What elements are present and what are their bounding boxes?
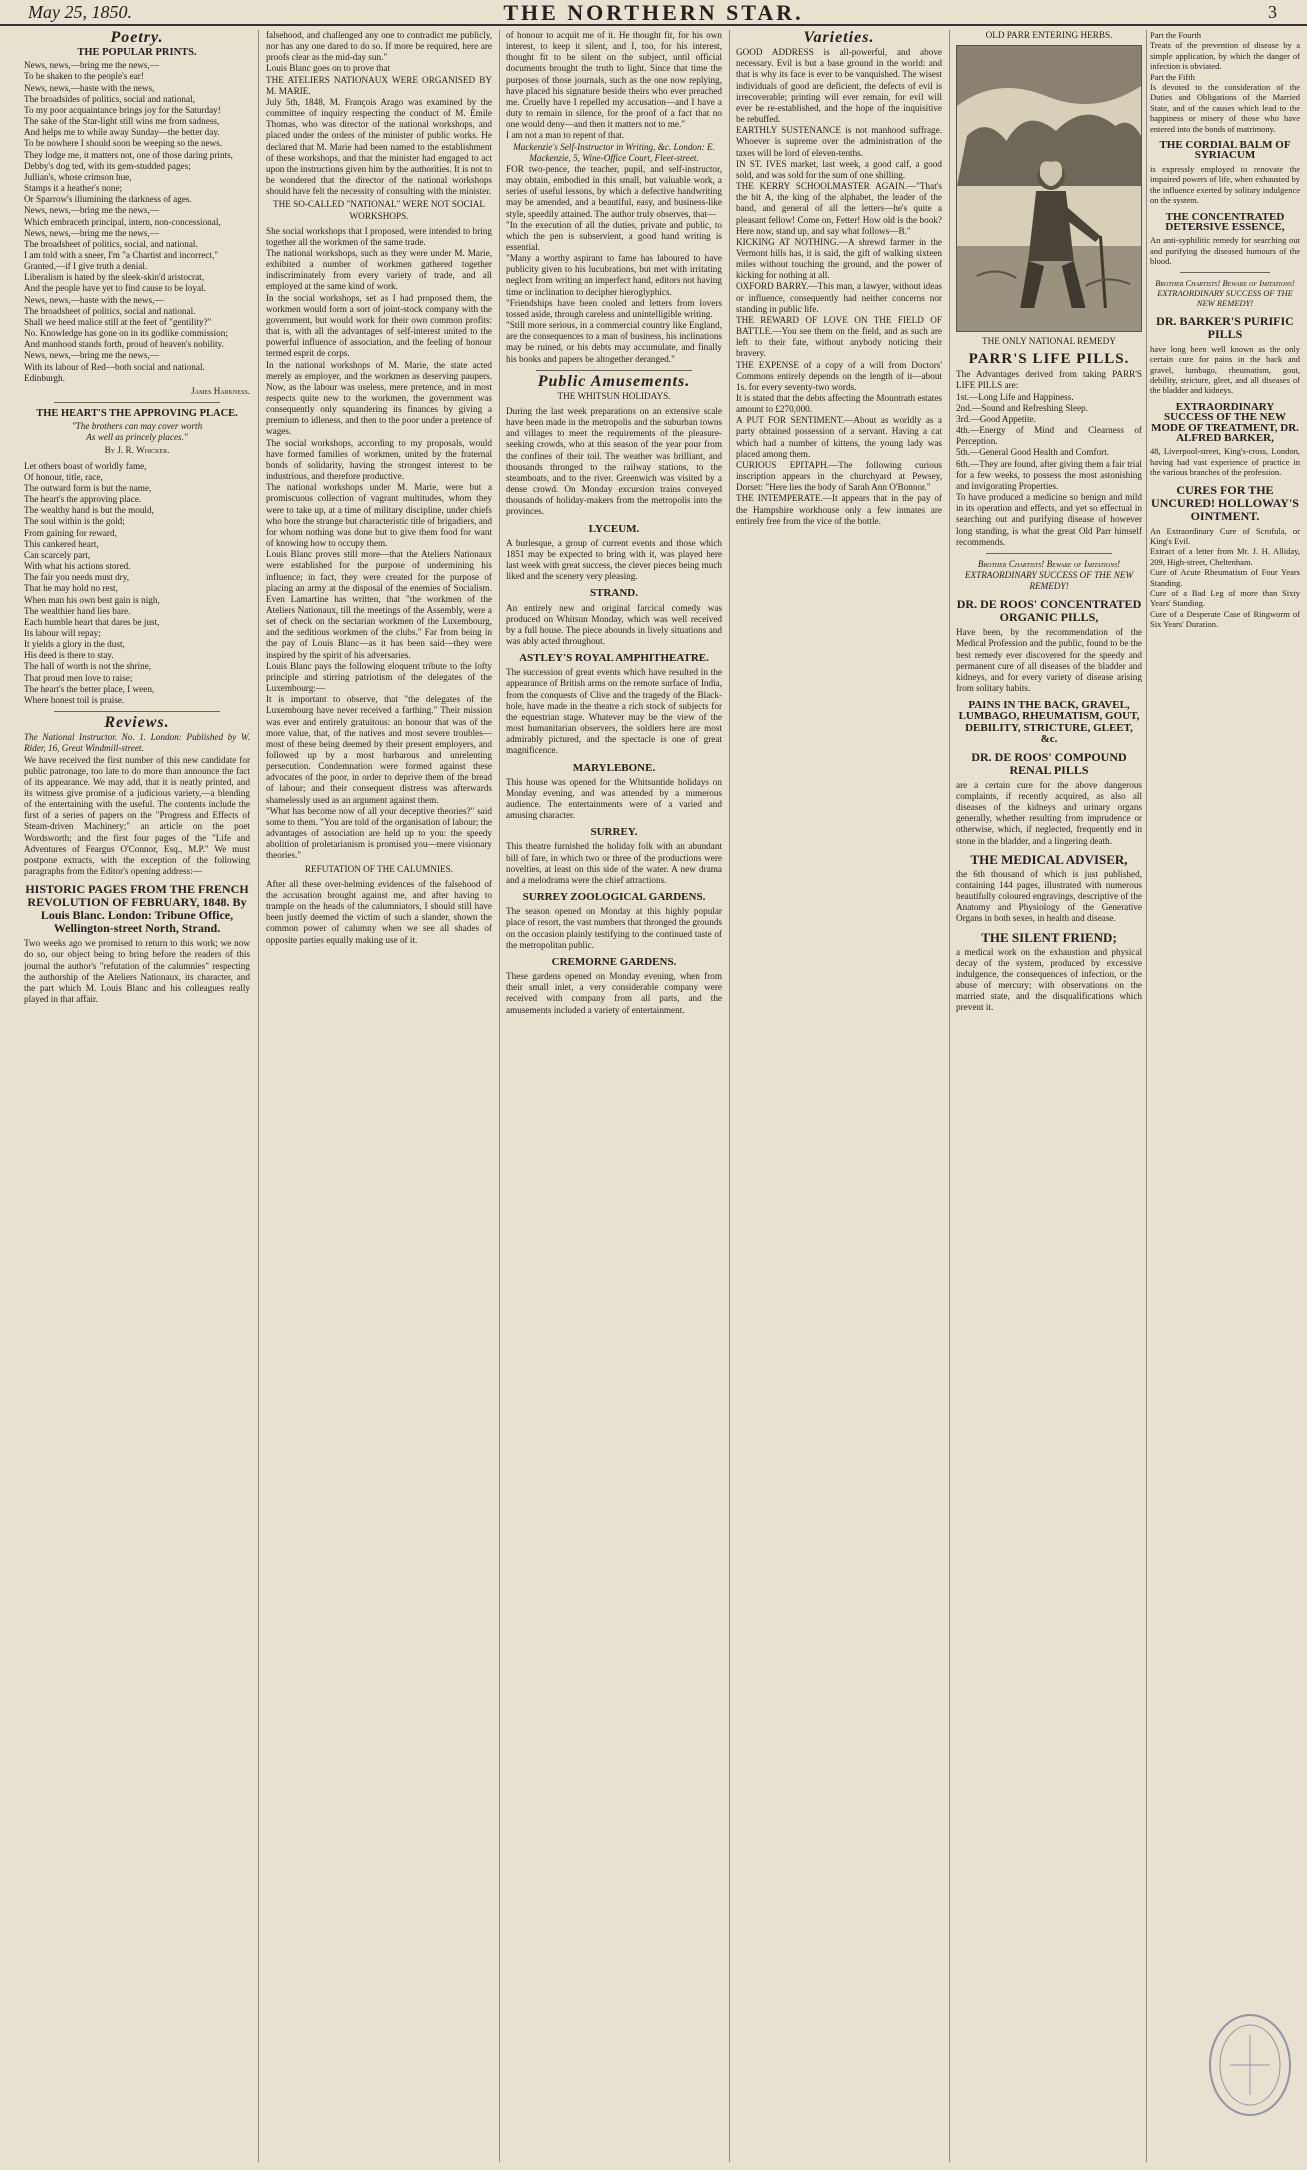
column-rule: [1146, 30, 1147, 2162]
ad-heading: THE ONLY NATIONAL REMEDY: [982, 336, 1116, 347]
ad-text: a medical work on the exhaustion and physical decay of the system, produced by excessive indulgence, the consequences of infection, or the abuse of mercury; with observations on the married state, and the disqualifications which prevent it.: [956, 946, 1142, 1013]
divider: [1180, 272, 1270, 273]
ad-text: have long been well known as the only certain cure for pains in the back and gravel, lumbago, rheumatism, gout, debility, stricture, gleet, and all diseases of the bladder and kidneys.: [1150, 343, 1300, 396]
masthead: [0, 0, 1307, 26]
article-text: The season opened on Monday at this highly popular place of resort, the vast numbers that thronged the grounds on the occasion plainly testifying to the continued taste of the metropolitan public.: [506, 906, 722, 950]
article-text: An entirely new and original farcical comedy was produced on Whitsun Monday, which was well received by a full house. The piece abounds in lively situations and was ably acted throughout.: [506, 602, 722, 646]
column-6: [1150, 30, 1300, 2162]
poem-text: News, news,—bring me the news,— To be shaken to the people's ear! News, news,—haste with the news, The broadsides of politics, social and national, To my poor acquaintance brings joy for the Saturday! The sake of the Star-light still wins me from sadness, And helps me to while away Sunday—the better day. To be nowhere I should soon be weeping so the news. They lodge me, it matters not, one of those daring prints, Debby's dog ted, with its gem-studded pages; Jullian's, whose crimson hue, Stamps it a heather's none; Or Sparrow's illumining the darkness of ages. News, news,—bring me the news,— Which embraceth principal, intern, non-concessional, News, news,—bring me the news,— The broadsheet of politics, social, and national. I am told with a sneer, I'm "a Chartist and incorrect," Granted,—if I give truth a denial. Liberalism is hated by the sleek-skin'd aristocrat, And the people have yet to find cause to be loyal. News, news,—haste with the news,— The broadsheet of politics, social and national. Shall we heed malice still at the feet of "gentility?" No. Knowledge has gone on in its godlike commission; And manhood stands forth, proud of heaven's nobility. News, news,—bring me the news,— With its labour of Red—both social and national. Edinburgh.: [24, 60, 233, 383]
page-number: 3: [1268, 2, 1277, 22]
poem-text: Let others boast of worldly fame, Of honour, title, race, The outward form is but the name, The heart's the approving place. The wealthy hand is but the mould, The soul within is the gold; From gaining for reward, This cankered heart, Can scarcely part, With what his actions stored. The fair you needs must dry, That he may hold no rest, When man his own best gain is nigh, The wealthier hand lies bare. Each humble heart that dares be just, Its labour will repay; It yields a glory in the dust, His deed is there to stay. The hall of worth is not the shrine, That proud men love to raise; The heart's the better place, I ween, Where honest toil is praise.: [24, 460, 160, 705]
divider: [54, 402, 220, 403]
ad-text: is expressly employed to renovate the impaired powers of life, when exhausted by the influence exerted by solitary indulgence on the system.: [1150, 163, 1300, 206]
ad-title: DR. DE ROOS' COMPOUND RENAL PILLS: [971, 749, 1127, 777]
theatre-heading: CREMORNE GARDENS.: [551, 955, 677, 968]
theatre-heading: ASTLEY'S ROYAL AMPHITHEATRE.: [519, 652, 709, 665]
poem-epigraph: "The brothers can may cover worth As well as princely places.": [71, 421, 203, 443]
ad-text: An anti-syphilitic remedy for searching out and purifying the diseased humours of the blood.: [1150, 235, 1300, 267]
section-heading-reviews: Reviews.: [104, 714, 170, 732]
ad-text: An Extraordinary Cure of Scrofula, or King's Evil. Extract of a letter from Mr. J. H. Alliday, 209, High-street, Cheltenham. Cure of Acute Rheumatism of Four Years Standing. Cure of a Bad Leg of more than Sixty Years' Standing. Cure of a Desperate Case of Ringworm of Six Years' Duration.: [1150, 525, 1300, 630]
column-rule: [729, 30, 730, 2162]
ad-title: THE CONCENTRATED DETERSIVE ESSENCE,: [1165, 210, 1285, 233]
column-1: [24, 30, 250, 2162]
column-5: [956, 30, 1142, 2162]
article-subheading: THE WHITSUN HOLIDAYS.: [557, 390, 671, 401]
section-heading-poetry: Poetry.: [110, 30, 164, 46]
column-rule: [499, 30, 500, 2162]
column-2: [266, 30, 492, 2162]
ad-title: EXTRAORDINARY SUCCESS OF THE NEW MODE OF TREATMENT, DR. ALFRED BARKER,: [1151, 400, 1299, 444]
ad-text: the 6th thousand of which is just published, containing 144 pages, illustrated with numerous beautifully coloured engravings, descriptive of the Anatomy and Physiology of the Generative Organs in both sexes, in health and disease.: [956, 868, 1142, 924]
ad-text: The Advantages derived from taking PARR'S LIFE PILLS are: 1st.—Long Life and Happiness. 2nd.—Sound and Refreshing Sleep. 3rd.—Good Appetite. 4th.—Energy of Mind and Clearness of Perception. 5th.—General Good Health and Comfort. 6th.—They are found, after giving them a fair trial for a few weeks, to possess the most astonishing and invigorating Properties. To have produced a medicine so benign and mild in its operation and effects, and yet so effectual in searching out and purifying disease of however long standing, is what the great Old Parr himself recommends.: [956, 369, 1142, 547]
ad-title: PAINS IN THE BACK, GRAVEL, LUMBAGO, RHEUMATISM, GOUT, DEBILITY, STRICTURE, GLEET, &c.: [958, 699, 1140, 745]
article-text: The succession of great events which have resulted in the appearance of British arms on the remote surface of India, from the conquests of Clive and the tragedy of the Black-hole, have made in the theatre a rich stock of subjects for the equestrian stage. Whatever may be the view of the most humanitarian observers, the soldiers here are most admirably pictured, and the spectacle is one of great magnificence.: [506, 667, 722, 756]
library-stamp-icon: [1205, 2010, 1295, 2120]
ad-title: PARR'S LIFE PILLS.: [968, 351, 1130, 368]
theatre-heading: MARYLEBONE.: [572, 761, 656, 774]
article-text: This house was opened for the Whitsuntide holidays on Monday evening, and was attended by a numerous audience. The entertainments were of a varied and amusing character.: [506, 776, 722, 821]
column-4: [736, 30, 942, 2162]
article-text: A burlesque, a group of current events and those which 1851 may be expected to bring with it, was played here last week with great success, the clever pieces being much liked and the scenery very pleasing.: [506, 537, 722, 582]
section-heading-varieties: Varieties.: [803, 30, 875, 46]
ad-subheading: Brother Chartists! Beware of Imitations! EXTRAORDINARY SUCCESS OF THE NEW REMEDY!: [1155, 277, 1295, 309]
column-3: [506, 30, 722, 2162]
review-text: We have received the first number of this new candidate for public patronage, too late to do more than announce the fact of its appearance. We may add, that it is neatly printed, and its witness give promise of a judicious variety,—a blending of the entertaining with the useful. The contents include the first of a series of papers on the "Progress and Effects of Steam-driven Machinery;" an article on the poet Wordsworth; and the first four pages of the "Life and Adventures of Feargus O'Connor, Esq., M.P." We must postpone extracts, with the exception of the following paragraphs from the Editor's opening address:—: [24, 754, 250, 877]
old-parr-engraving: [956, 45, 1142, 332]
article-text: During the last week preparations on an extensive scale have been made in the metropolis and the suburban towns and villages to meet the requirements of the pleasure-seeking crowds, who at this season of the year pour from the confines of their toil. The weather was brilliant, and thousands thronged to the railway stations, to the steamboats, and to the river. Greenwich was visited by a dense crowd. On Monday excursion trains conveyed thousands of holiday-makers from the metropolis into the provinces.: [506, 406, 722, 517]
theatre-heading: LYCEUM.: [588, 522, 640, 535]
article-text: These gardens opened on Monday evening, when from their small inlet, a very considerable company were received with company from all parts, and the amusements included a variety of entertainment.: [506, 971, 722, 1015]
poem-title: THE POPULAR PRINTS.: [77, 47, 197, 59]
ad-text: Part the Fourth Treats of the prevention of disease by a simple application, by which the danger of infection is obviated. Part the Fifth Is devoted to the consideration of the Duties and Obligations of the Married State, and of the causes which lead to the happiness or misery of those who have entered into the bonds of matrimony.: [1150, 30, 1300, 134]
ad-title: DR. BARKER'S PURIFIC PILLS: [1156, 313, 1294, 341]
article-text: FOR two-pence, the teacher, pupil, and self-instructor, may obtain, embodied in this small, but valuable work, a series of useful lessons, by which a defective handwriting may be amended, and a beautiful, easy, and business-like style, speedily attained. The author truly observes, that— "In the execution of all the duties, private and public, to which the pen is subservient, a good hand writing is essential. "Many a worthy aspirant to fame has laboured to have publicity given to his lucubrations, but met with irritating neglect from writing an imperfect hand, editors not having time or inclination to decipher hieroglyphics. "Friendships have been cooled and letters from lovers tossed aside, through careless and unintelligible writing. "Still more serious, in a commercial country like England, are the consequences to a man of business, his inclinations may be ruined, or his debts may accumulate, and finally his books and papers be altogether deranged.": [506, 163, 722, 364]
article-text: falsehood, and challenged any one to contradict me publicly, nor has any one dared to do so. If more be required, here are proofs clear as the mid-day sun." Louis Blanc goes on to prove that THE ATELIERS NATIONAUX WERE ORGANISED BY M. MARIE. July 5th, 1848, M. François Arago was examined by the committee of inquiry respecting the conduct of M. Émile Thomas, who was director of the national workshops, and placed under the orders of the minister of public works. He declared that M. Marie had been named to the establishment of these workshops, and that the minister had engaged to act upon the instructions given him by the authorities. It is not to be wondered that the director of the national workshops should have felt the necessity of consulting with the minister.: [266, 30, 492, 197]
article-text: of honour to acquit me of it. He thought fit, for his own interest, to keep it silent, and I, too, for his interest, thought fit to be silent on the subject, until official documents brought the truth to light. Since that time the purposes of those journals, such as the one now replying, have placed his signature beside theirs who ever preached me. Cruelly have I repelled my accusation—and I have a duty to remain in silence, for the proof of a fact that no one would deny—and then it matters not to me." I am not a man to repent of that.: [506, 30, 722, 141]
divider: [536, 370, 692, 371]
theatre-heading: SURREY ZOOLOGICAL GARDENS.: [522, 891, 706, 904]
theatre-heading: STRAND.: [590, 587, 638, 600]
engraving-illustration: [957, 46, 1141, 331]
ad-subheading: Brother Chartists! Beware of Imitations! EXTRAORDINARY SUCCESS OF THE NEW REMEDY!: [964, 558, 1134, 592]
divider: [54, 711, 220, 712]
ad-text: are a certain cure for the above dangerous complaints, if recently acquired, as also all diseases of the kidneys and urinary organs generally, whether resulting from imprudence or otherwise, which, if neglected, frequently end in stone in the bladder, and a lingering death.: [956, 779, 1142, 846]
theatre-heading: SURREY.: [590, 826, 638, 839]
column-rule: [258, 30, 259, 2162]
article-text: This theatre furnished the holiday folk with an abundant bill of fare, in which two or three of the productions were novelties, at least on this side of the water. A new drama and a melodrama were the chief attractions.: [506, 841, 722, 885]
issue-date: May 25, 1850.: [28, 2, 132, 22]
engraving-caption: OLD PARR ENTERING HERBS.: [985, 30, 1113, 40]
ad-text: Have been, by the recommendation of the Medical Profession and the public, found to be the best remedy ever discovered for the speedy and permanent cure of all diseases of the bladder and kidneys, and for every variety of disease arising from solitary habits.: [956, 627, 1142, 694]
ad-title: DR. DE ROOS' CONCENTRATED ORGANIC PILLS,: [956, 597, 1142, 625]
poem-title: THE HEART'S THE APPROVING PLACE.: [36, 408, 238, 419]
article-text: She social workshops that I proposed, were intended to bring together all the workmen of the same trade. The national workshops, such as they were under M. Marie, exhibited a number of workmen gathered together indiscriminately from every variety of trade, and all employed at the same kind of work. In the social workshops, set as I had proposed them, the workmen would form a sort of joint-stock company with the government, but would work for their own common profits: that is, with all the advantages of self-interest united to the powerful influence of association, and the feeling of honour termed esprit de corps. In the national workshops of M. Marie, the state acted merely as employer, and the workmen as deserving paupers. Now, as the labour was useless, mere pretence, and in most respects quite new to the workmen, the government was consequently only squandering its finances by giving a premium to idleness, and then to the poor under a pretence of wages. The social workshops, according to my proposals, would have formed families of workmen, united by the fraternal bonds of solidarity, having the strongest interest to be industrious, and therefore productive. The national workshops under M. Marie, were but a promiscuous collection of vagrant multitudes, whom they were to take up, at a time of military discipline, under chiefs who bore the strange but characteristic title of brigadiers, and for whom nothing was done but to give them food for want of knowing how to occupy them. Louis Blanc proves still more—that the Ateliers Nationaux were established for the purpose of undermining his influence; in fact, they were created for the purpose of placing an army at the disposal of the enemies of Socialism. Even Lamartine has written, that "the workmen of the Ateliers Nationaux, till the meetings of the Assembly, were a set of check on the sectarian workmen of the Luxembourg, and the seditious workmen of the clubs." Far from being in the pay of Louis Blanc—as it has been said—they were inspired by the spirit of his adversaries. Louis Blanc pays the following eloquent tribute to the lofty principle and stirring patriotism of the delegates of the Luxembourg:— It is important to observe, that "the delegates of the Luxembourg have never received a farthing." Their mission was ever and entirely gratuitous: an honour that was of the more value, that, of the natives and most severe troubles—most of these being deemed by their present employers, and followed up by a most barbarous and unrelenting persecution. Condemnation were formed against these advocates of the poor, in order to deprive them of the bread of labour; and their consequent distress was afterwards shamelessly used as an argument against them. "What has become now of all your deceptive theories?" said some to them. "You are told of the organisation of labour; the advantages of association are held up to you: the speedy abolition of proletarianism is promised you—mere visionary theories.": [266, 225, 492, 861]
ad-title: THE SILENT FRIEND;: [981, 929, 1117, 945]
poem-signature: James Harkness.: [191, 385, 250, 396]
column-rule: [949, 30, 950, 2162]
review-heading: HISTORIC PAGES FROM THE FRENCH REVOLUTION OF FEBRUARY, 1848. By Louis Blanc. London: Tribune Office, Wellington-street North, Strand.: [25, 882, 249, 936]
article-text: GOOD ADDRESS is all-powerful, and above necessary. Evil is but a base ground in the world: and that is why its face is ever to be vanquished. The wisest individuals of good are deficient, the defects of evil is irrecoverable; printing will ever remain, for evil will ever be re-established, and the hope of the inquisitive be rebuffed. EARTHLY SUSTENANCE is not manhood suffrage. Whoever is supreme over the administration of the taxes will be lord of eleven-tenths. IN ST. IVES market, last week, a good calf, a good sold, and was sold for the sum of one shilling. THE KERRY SCHOOLMASTER AGAIN.—"That's the bit A, the king of the alphabet, the leader of the band, and general of all the letters—he's quite a pleasant fellow! Come on, Fetter! How old is the book? Here now, stand up, and say what follows—B." KICKING AT NOTHING.—A shrewd farmer in the Vermont hills has, it is said, the gift of walking sixteen miles without touching the ground, and the power of kicking for nothing at all. OXFORD BARRY.—This man, a lawyer, without ideas or influence, consequently had neither concerns nor standing in public life. THE REWARD OF LOVE ON THE FIELD OF BATTLE.—You see them on the field, and as such are left to their fate, without anybody noticing their bravery. THE EXPENSE of a copy of a will from Doctors' Commons entirely depends on the length of it—about 1s. for every seventy-two words. It is stated that the debts affecting the Mountrath estates amount to £270,000. A PUT FOR SENTIMENT.—About as worldly as a party obtained possession of a servant. Having a cat which had a number of kittens, the young lady was placed among them. CURIOUS EPITAPH.—The following curious inscription appears in the churchyard at Pewsey, Dorset: "Here lies the body of Sarah Ann O'Bonnor." THE INTEMPERATE.—It appears that in the pay of the Hampshire workhouse only a few inmates are entirely free from the vice of the bottle.: [736, 47, 942, 526]
section-heading-amusements: Public Amusements.: [537, 372, 691, 390]
ad-title: THE MEDICAL ADVISER,: [970, 851, 1128, 867]
newspaper-title: THE NORTHERN STAR.: [503, 0, 804, 25]
review-heading: Mackenzie's Self-Instructor in Writing, &c. London: E. Mackenzie, 5, Wine-Office Court, Fleet-street.: [513, 141, 715, 163]
review-text: Two weeks ago we promised to return to this work; we now do so, our object being to bring before the readers of this journal the author's "refutation of the calumnies" respecting the authorship of the Ateliers Nationaux, its character, and the part which M. Louis Blanc and his colleagues really played in that affair.: [24, 938, 250, 1005]
review-heading: The National Instructor. No. 1. London: Published by W. Rider, 16, Great Windmill-street.: [24, 732, 250, 754]
ad-title: CURES FOR THE UNCURED! HOLLOWAY'S OINTMENT.: [1151, 482, 1299, 523]
poem-author: By J. R. Whicker.: [104, 445, 170, 456]
article-subheading: REFUTATION OF THE CALUMNIES.: [304, 863, 454, 874]
ad-text: 48, Liverpool-street, King's-cross, London, having had vast experience of practice in the various branches of the profession.: [1150, 446, 1300, 478]
ad-title: THE CORDIAL BALM OF SYRIACUM: [1159, 139, 1291, 162]
divider: [986, 553, 1112, 554]
article-text: After all these over-helming evidences of the falsehood of the accusation brought against me, and after having to trample on the heads of the calumniators, I should still have been justly deemed the victim of such a slander, shown the common power of calumny when we see all shades of opposite parties equally making use of it.: [266, 878, 492, 945]
article-subheading: THE SO-CALLED "NATIONAL" WERE NOT SOCIAL WORKSHOPS.: [272, 199, 486, 221]
